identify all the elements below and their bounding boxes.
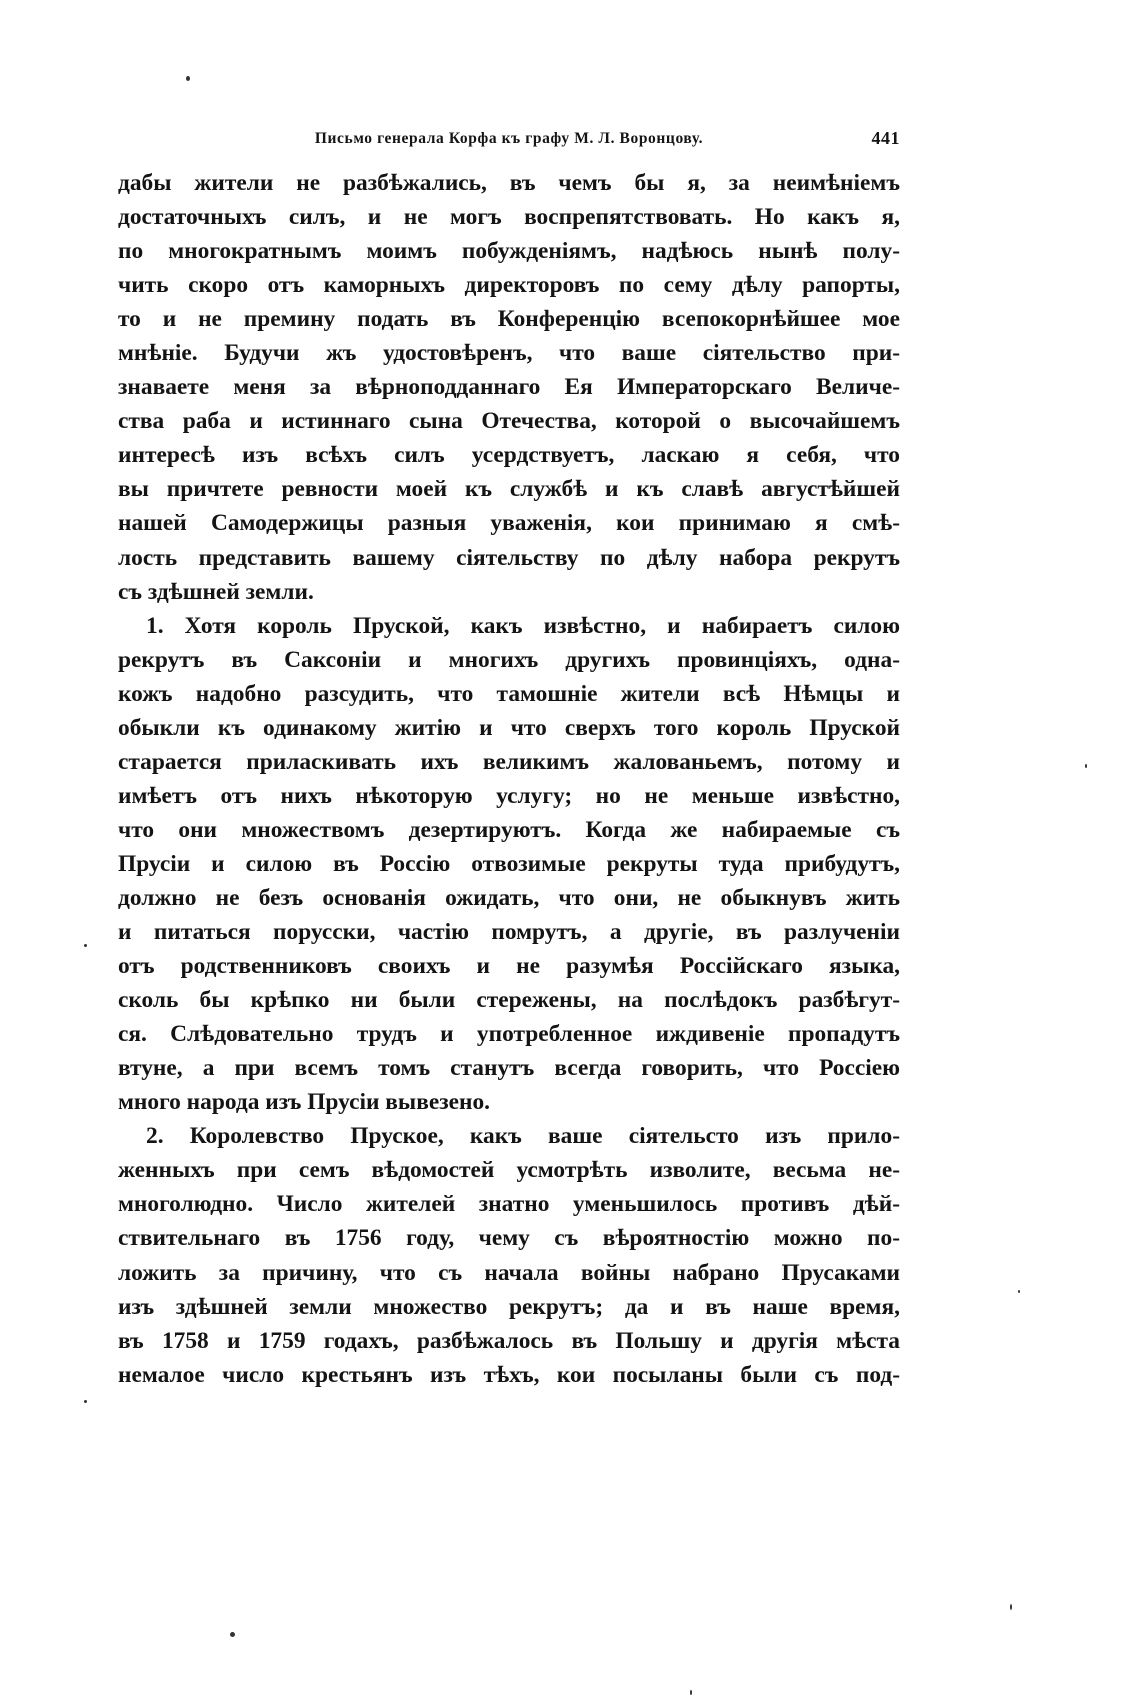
scan-speck xyxy=(1018,1290,1020,1293)
text-line: въ 1758 и 1759 годахъ, разбѣжалось въ Польшу и другія мѣста xyxy=(118,1327,900,1354)
text-line: кожъ надобно разсудить, что тамошніе жители всѣ Нѣмцы и xyxy=(118,680,900,707)
text-line: многолюдно. Число жителей знатно уменьшилось противъ дѣй- xyxy=(118,1191,900,1218)
running-title: Письмо генерала Корфа къ графу М. Л. Воронцову. xyxy=(314,130,704,147)
text-line: мнѣніе. Будучи жъ удостовѣренъ, что ваше сіятельство при- xyxy=(118,340,900,367)
text-line: ствительнаго въ 1756 году, чему съ вѣроятностію можно по- xyxy=(118,1225,900,1252)
text-line: что они множествомъ дезертируютъ. Когда же набираемые съ xyxy=(118,816,900,843)
text-line: обыкли къ одинакому житію и что сверхъ того король Пруской xyxy=(118,714,900,741)
page-number: 441 xyxy=(871,128,900,148)
text-line: по многократнымъ моимъ побужденіямъ, надѣюсь нынѣ полу- xyxy=(118,238,900,265)
text-line: ся. Слѣдовательно трудъ и употребленное иждивеніе пропадутъ xyxy=(118,1021,900,1048)
text-line: женныхъ при семъ вѣдомостей усмотрѣть изволите, весьма не- xyxy=(118,1157,900,1184)
text-line: должно не безъ основанія ожидать, что они, не обыкнувъ жить xyxy=(118,884,900,911)
text-line: сколь бы крѣпко ни были стережены, на послѣдокъ разбѣгут- xyxy=(118,987,900,1014)
text-line: ложить за причину, что съ начала войны набрано Прусаками xyxy=(118,1259,900,1286)
text-line: достаточныхъ силъ, и не могъ воспрепятствовать. Но какъ я, xyxy=(118,204,900,231)
text-line: и питаться порусски, частію помрутъ, а другіе, въ разлученіи xyxy=(118,919,900,946)
scan-speck xyxy=(1010,1604,1012,1610)
scan-speck xyxy=(690,1690,692,1695)
paragraph-2-start: 2. Королевство Пруское, какъ ваше сіятельсто изъ прило- xyxy=(146,1123,900,1150)
text-line: ства раба и истиннаго сына Отечества, которой о высочайшемъ xyxy=(118,408,900,435)
text-line: рекрутъ въ Саксоніи и многихъ другихъ провинціяхъ, одна- xyxy=(118,646,900,673)
text-line: интересѣ изъ всѣхъ силъ усердствуетъ, ласкаю я себя, что xyxy=(118,442,900,469)
scan-speck xyxy=(1085,764,1087,768)
body-text xyxy=(118,166,900,1392)
scan-speck xyxy=(84,1400,87,1403)
text-line: много народа изъ Прусіи вывезено. xyxy=(118,1089,491,1116)
text-line: дабы жители не разбѣжались, въ чемъ бы я, за неимѣніемъ xyxy=(118,170,900,196)
text-line: старается приласкивать ихъ великимъ жалованьемъ, потому и xyxy=(118,748,900,775)
text-line: изъ здѣшней земли множество рекрутъ; да и въ наше время, xyxy=(118,1293,900,1320)
scan-speck xyxy=(230,1632,235,1637)
text-line: немалое число крестьянъ изъ тѣхъ, кои посыланы были съ под- xyxy=(118,1361,900,1388)
text-line: лость представить вашему сіятельству по дѣлу набора рекрутъ xyxy=(118,544,900,571)
text-line: вы причтете ревности моей къ службѣ и къ славѣ августѣйшей xyxy=(118,476,900,503)
text-line: имѣетъ отъ нихъ нѣкоторую услугу; но не меньше извѣстно, xyxy=(118,782,900,809)
text-line: Прусіи и силою въ Россію отвозимые рекруты туда прибудутъ, xyxy=(118,850,900,877)
text-line: то и не премину подать въ Конференцію всепокорнѣйшее мое xyxy=(118,306,900,333)
text-line: отъ родственниковъ своихъ и не разумѣя Россійскаго языка, xyxy=(118,953,900,980)
text-line: съ здѣшней земли. xyxy=(118,578,314,605)
text-line: чить скоро отъ каморныхъ директоровъ по сему дѣлу рапорты, xyxy=(118,272,900,299)
text-line: втуне, а при всемъ томъ станутъ всегда говорить, что Россіею xyxy=(118,1055,900,1082)
text-line: нашей Самодержицы разныя уваженія, кои принимаю я смѣ- xyxy=(118,510,900,537)
paragraph-1-start: 1. Хотя король Пруской, какъ извѣстно, и набираетъ силою xyxy=(146,612,900,639)
text-line: знаваете меня за вѣрноподданнаго Ея Императорскаго Величе- xyxy=(118,374,900,401)
scan-speck xyxy=(84,944,87,947)
scan-speck xyxy=(186,76,190,81)
running-head xyxy=(118,130,900,154)
